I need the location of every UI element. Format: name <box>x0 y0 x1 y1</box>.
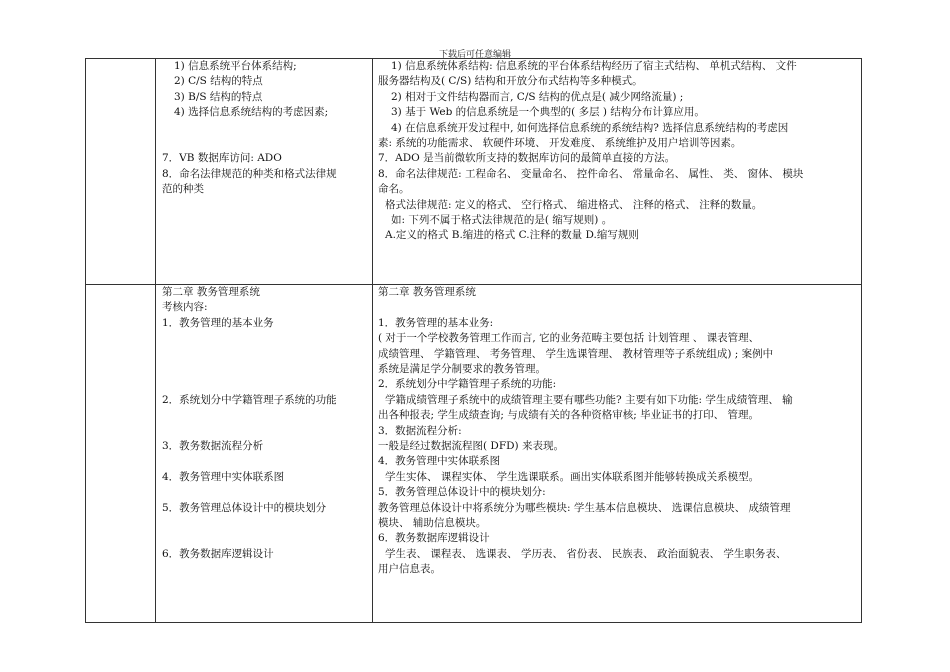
text-line: 2．系统划分中学籍管理子系统的功能: <box>378 378 557 391</box>
text-line: 用户信息表。 <box>378 563 441 576</box>
text-line: 8．命名法律规范的种类和格式法律规 <box>162 167 337 180</box>
content-cell <box>373 59 862 285</box>
text-line: 范的种类 <box>162 183 204 196</box>
text-line: 教务管理总体设计中将系统分为哪些模块: 学生基本信息模块、 选课信息模块、 成绩管理 <box>378 501 791 514</box>
text-line: 一般是经过数据流程图( DFD) 来表现。 <box>378 440 564 453</box>
text-line: 学生表、 课程表、 选课表、 学历表、 省份表、 民族表、 政治面貌表、 学生职务表、 <box>385 547 787 560</box>
text-line <box>156 347 372 362</box>
text-line: 7．VB 数据库访问: ADO <box>162 152 282 165</box>
topic-list <box>156 285 372 562</box>
text-line <box>156 516 372 531</box>
text-line: 5．教务管理总体设计中的模块划分 <box>162 501 327 514</box>
text-line: 1．教务管理的基本业务: <box>378 316 494 329</box>
text-line: 8．命名法律规范: 工程命名、 变量命名、 控件命名、 常量命名、 属性、 类、 窗体、 模块 <box>378 167 804 180</box>
text-line: 第二章 教务管理系统 <box>378 286 476 298</box>
text-line: 2) C/S 结构的特点 <box>174 75 263 88</box>
text-line: 模块、 辅助信息模块。 <box>378 517 487 530</box>
text-line <box>156 121 372 136</box>
content-list <box>373 59 861 244</box>
blank-cell <box>86 59 156 285</box>
text-line: 考核内容: <box>162 301 208 314</box>
content-cell <box>373 285 862 623</box>
page-header: 下载后可任意编辑 <box>438 50 511 60</box>
text-line: 学生实体、 课程实体、 学生选课联系。画出实体联系图并能够转换成关系模型。 <box>385 470 760 483</box>
text-line: 3) 基于 Web 的信息系统是一个典型的( 多层 ) 结构分布计算应用。 <box>391 106 705 119</box>
text-line: A.定义的格式 B.缩进的格式 C.注释的数量 D.缩写规则 <box>385 229 639 242</box>
text-line: 命名。 <box>378 183 410 196</box>
text-line: 4) 在信息系统开发过程中, 如何选择信息系统的系统结构? 选择信息系统结构的考虑因 <box>391 121 789 134</box>
text-line: 4．教务管理中实体联系图 <box>378 455 501 468</box>
text-line <box>156 454 372 469</box>
text-line: 6．教务数据库逻辑设计 <box>162 547 274 560</box>
text-line <box>156 408 372 423</box>
text-line: 4．教务管理中实体联系图 <box>162 470 285 483</box>
text-line: 成绩管理、 学籍管理、 考务管理、 学生选课管理、 教材管理等子系统组成) ; 案例中 <box>378 347 774 360</box>
text-line: 3．数据流程分析: <box>378 424 462 437</box>
text-line: 1) 信息系统体系结构: 信息系统的平台体系结构经历了宿主式结构、 单机式结构、 文件 <box>391 60 797 72</box>
text-line: 素: 系统的功能需求、 软硬件环境、 开发难度、 系统维护及用户培训等因素。 <box>378 137 742 150</box>
text-line: 7．ADO 是当前微软所支持的数据库访问的最简单直接的方法。 <box>378 152 676 165</box>
text-line: 出各种报表; 学生成绩查询; 与成绩有关的各种资格审核; 毕业证书的打印、 管理。 <box>378 409 759 422</box>
text-line: 2．系统划分中学籍管理子系统的功能 <box>162 393 337 406</box>
text-line <box>156 377 372 392</box>
text-line <box>156 531 372 546</box>
table-row <box>86 285 862 623</box>
topic-cell <box>156 59 373 285</box>
text-line: 如: 下列不属于格式法律规范的是( 缩写规则) 。 <box>391 214 613 227</box>
table-row <box>86 59 862 285</box>
content-list <box>373 285 861 578</box>
text-line <box>373 300 861 315</box>
text-line: 2) 相对于文件结构器而言, C/S 结构的优点是( 减少网络流量) ; <box>391 90 684 103</box>
text-line: 6．教务数据库逻辑设计 <box>378 532 490 545</box>
text-line: 服务器结构及( C/S) 结构和开放分布式结构等多种模式。 <box>378 75 643 88</box>
text-line: 4) 选择信息系统结构的考虑因素; <box>174 106 329 119</box>
text-line: 3) B/S 结构的特点 <box>174 90 263 103</box>
text-line <box>156 331 372 346</box>
text-line <box>156 424 372 439</box>
text-line: 学籍成绩管理子系统中的成绩管理主要有哪些功能? 主要有如下功能: 学生成绩管理、 输 <box>385 393 793 406</box>
text-line: 1) 信息系统平台体系结构; <box>174 60 297 72</box>
text-line: ( 对于一个学校教务管理工作而言, 它的业务范畴主要包括 计划管理 、 课表管理、 <box>378 332 760 345</box>
text-line <box>156 362 372 377</box>
topic-list <box>156 59 372 198</box>
text-line: 系统是满足学分制要求的教务管理。 <box>378 363 546 376</box>
text-line: 5．教务管理总体设计中的模块划分: <box>378 486 546 499</box>
text-line: 3．教务数据流程分析 <box>162 439 264 452</box>
text-line <box>156 136 372 151</box>
text-line: 1．教务管理的基本业务 <box>162 316 274 329</box>
text-line <box>156 485 372 500</box>
syllabus-table <box>85 58 862 623</box>
blank-cell <box>86 285 156 623</box>
topic-cell <box>156 285 373 623</box>
text-line: 格式法律规范: 定义的格式、 空行格式、 缩进格式、 注释的格式、 注释的数量。 <box>385 198 763 211</box>
text-line: 第二章 教务管理系统 <box>162 286 260 298</box>
